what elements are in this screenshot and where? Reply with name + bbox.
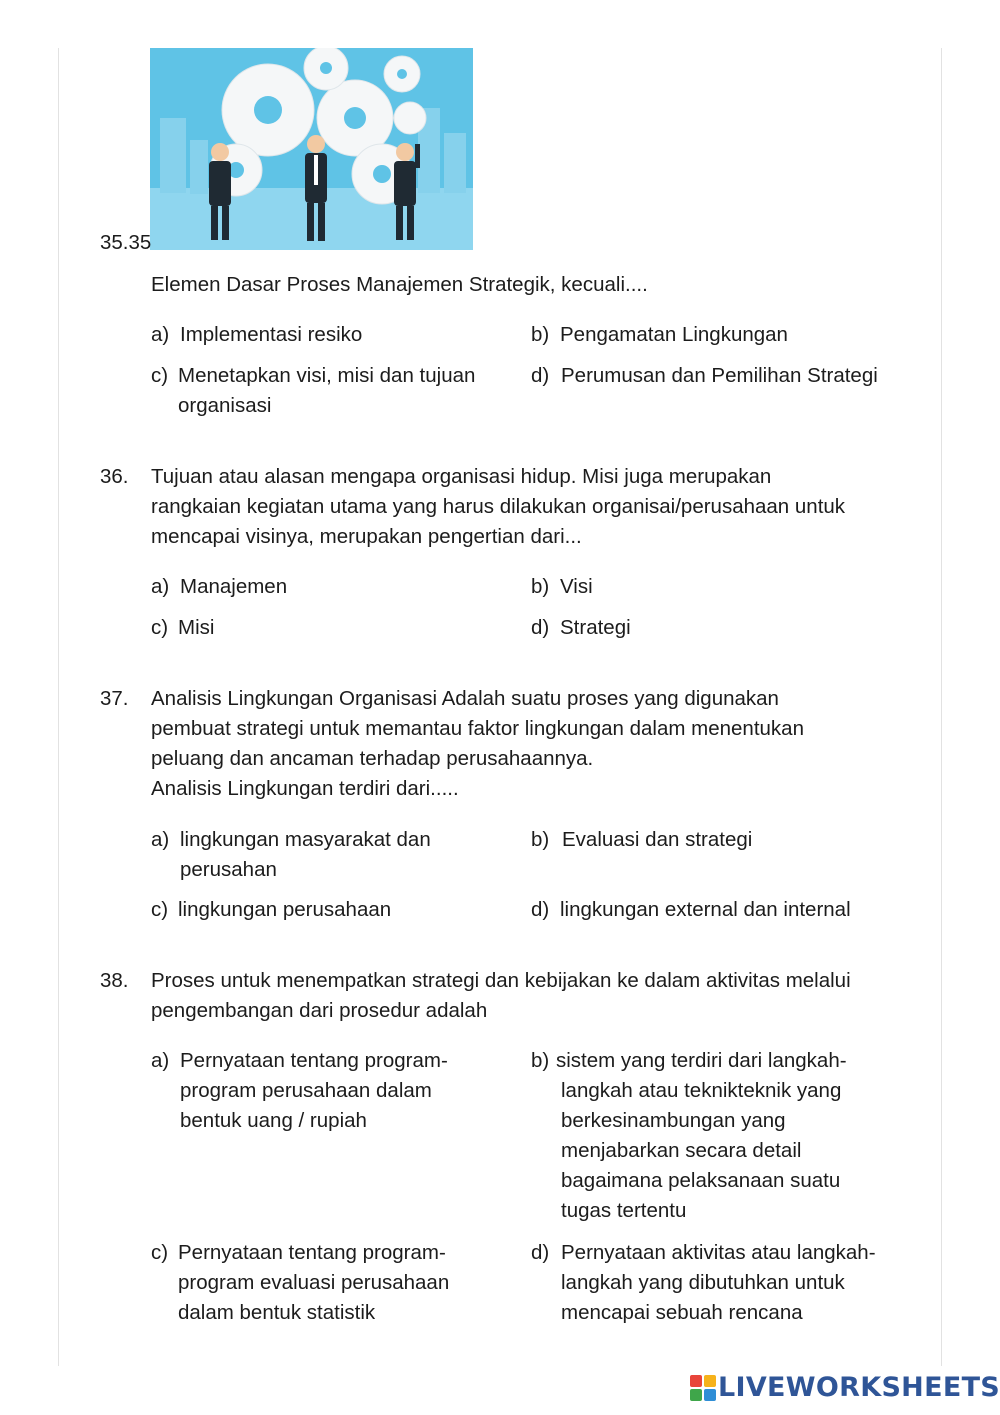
- q37-option-b[interactable]: b) Evaluasi dan strategi: [531, 828, 753, 851]
- q38-option-c[interactable]: c) Pernyataan tentang program- program evaluasi perusahaan dalam bentuk statistik: [151, 1241, 450, 1324]
- q38-option-b[interactable]: b) sistem yang terdiri dari langkah- langkah atau teknikteknik yang berkesinambungan yang menjabarkan secara detail bagaimana pelaksanaan suatu tugas tertentu: [531, 1049, 847, 1222]
- q36-option-c[interactable]: c) Misi: [151, 616, 215, 639]
- q36-option-b[interactable]: b) Visi: [531, 575, 593, 598]
- q36-option-d[interactable]: d) Strategi: [531, 616, 631, 639]
- q38-option-d[interactable]: d) Pernyataan aktivitas atau langkah- langkah yang dibutuhkan untuk mencapai sebuah rencana: [531, 1241, 876, 1324]
- q35-option-b[interactable]: b) Pengamatan Lingkungan: [531, 323, 788, 346]
- q37-option-d[interactable]: d) lingkungan external dan internal: [531, 898, 851, 921]
- liveworksheets-logo-icon: [690, 1375, 716, 1401]
- question-37-number: 37.: [100, 687, 129, 710]
- question-36-number: 36.: [100, 465, 129, 488]
- q35-option-d[interactable]: d) Perumusan dan Pemilihan Strategi: [531, 364, 878, 387]
- question-38-number: 38.: [100, 969, 129, 992]
- liveworksheets-logo-text: LIVEWORKSHEETS: [718, 1372, 1000, 1403]
- logo-square-yellow: [704, 1375, 716, 1387]
- page-left-border: [58, 48, 59, 1366]
- question-35-number: 35.35: [100, 231, 152, 254]
- question-36-stem: Tujuan atau alasan mengapa organisasi hidup. Misi juga merupakan rangkaian kegiatan utama yang harus dilakukan organisai/perusahaan untuk mencapai visinya, merupakan pengertian dari...: [151, 465, 846, 548]
- question-38-stem: Proses untuk menempatkan strategi dan kebijakan ke dalam aktivitas melalui pengembangan dari prosedur adalah: [151, 969, 851, 1022]
- logo-square-green: [690, 1389, 702, 1401]
- q38-option-a[interactable]: a) Pernyataan tentang program- program perusahaan dalam bentuk uang / rupiah: [151, 1049, 448, 1132]
- logo-square-red: [690, 1375, 702, 1387]
- question-37-stem: Analisis Lingkungan Organisasi Adalah suatu proses yang digunakan pembuat strategi untuk memantau faktor lingkungan dalam menentukan peluang dan ancaman terhadap perusahaannya. Analisis Lingkungan terdiri dari.....: [151, 687, 804, 800]
- question-35-stem: Elemen Dasar Proses Manajemen Strategik, kecuali....: [151, 273, 648, 296]
- q35-option-a[interactable]: a) Implementasi resiko: [151, 323, 363, 346]
- q37-option-a[interactable]: a) lingkungan masyarakat dan perusahan: [151, 828, 431, 881]
- q36-option-a[interactable]: a) Manajemen: [151, 575, 288, 598]
- business-gears-illustration: [150, 48, 473, 250]
- q35-option-c[interactable]: c) Menetapkan visi, misi dan tujuan organisasi: [151, 364, 476, 417]
- q37-option-c[interactable]: c) lingkungan perusahaan: [151, 898, 392, 921]
- liveworksheets-logo[interactable]: [690, 1372, 1000, 1403]
- logo-square-blue: [704, 1389, 716, 1401]
